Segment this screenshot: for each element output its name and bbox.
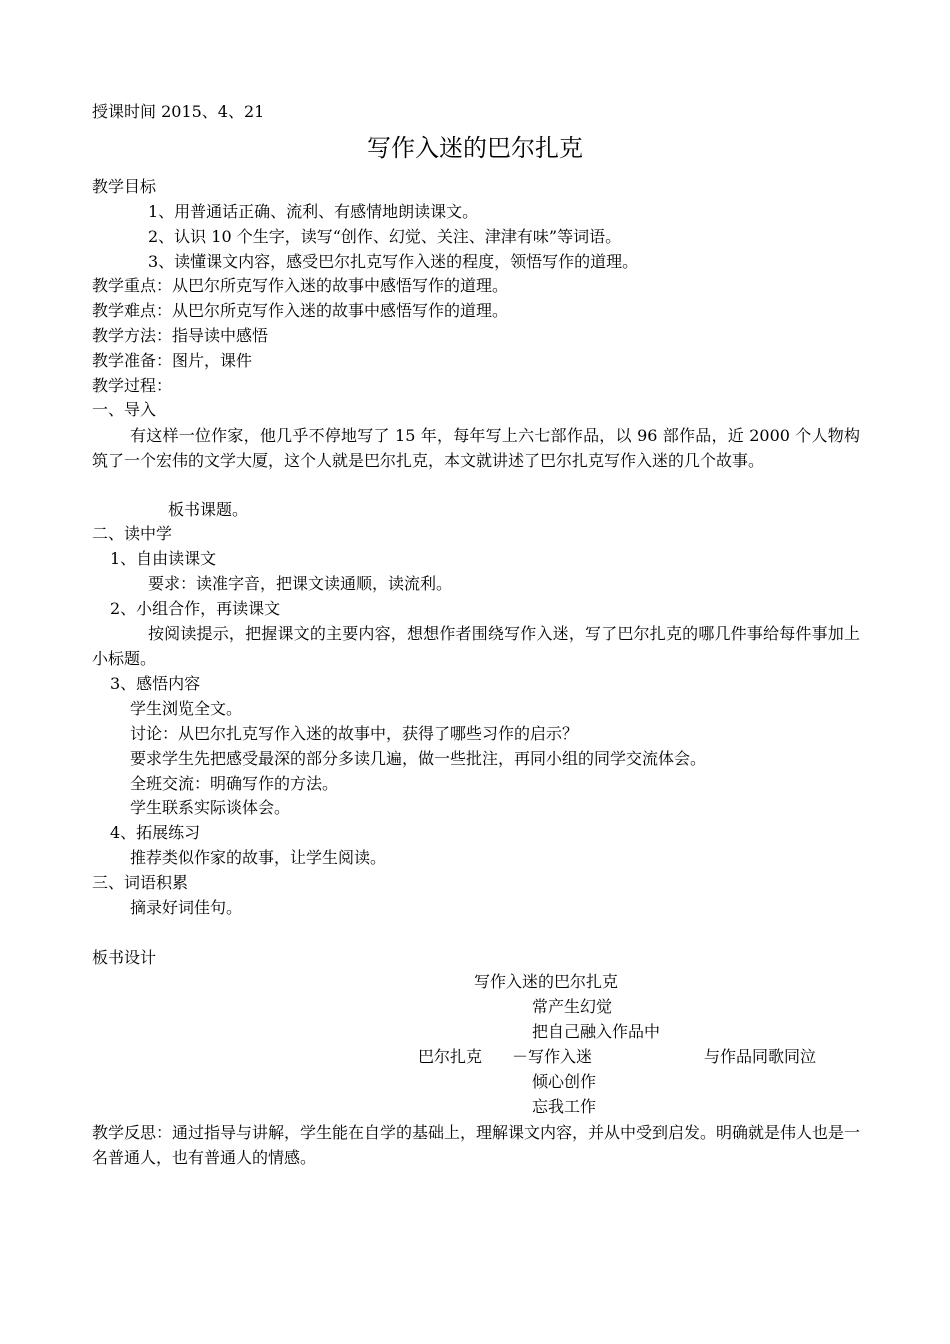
board-item-3: 倾心创作 — [532, 1072, 597, 1091]
board-title: 写作入迷的巴尔扎克 — [474, 972, 619, 991]
board-heading: 板书设计 — [92, 948, 157, 967]
goal-item-2: 2、认识 10 个生字，读写“创作、幻觉、关注、津津有味”等词语。 — [148, 227, 622, 246]
sub4-title: 4、拓展练习 — [110, 823, 201, 842]
section1-note: 板书课题。 — [168, 500, 249, 519]
sub1-title: 1、自由读课文 — [110, 549, 217, 568]
page-title: 写作入迷的巴尔扎克 — [367, 134, 583, 162]
goals-heading: 教学目标 — [92, 177, 157, 196]
goal-item-3: 3、读懂课文内容，感受巴尔扎克写作入迷的程度，领悟写作的道理。 — [148, 252, 639, 271]
board-item-1: 常产生幻觉 — [532, 997, 613, 1016]
sub3-line-4: 全班交流：明确写作的方法。 — [130, 774, 339, 793]
sub3-line-3: 要求学生先把感受最深的部分多读几遍，做一些批注，再同小组的同学交流体会。 — [130, 749, 707, 768]
board-left-label: 巴尔扎克 — [418, 1047, 483, 1066]
sub3-line-2: 讨论：从巴尔扎克写作入迷的故事中，获得了哪些习作的启示？ — [130, 724, 579, 743]
board-item-2: 把自己融入作品中 — [532, 1022, 661, 1041]
sub1-text: 要求：读准字音，把课文读通顺，读流利。 — [148, 574, 453, 593]
board-center-label: －写作入迷 — [512, 1047, 593, 1066]
sub3-line-5: 学生联系实际谈体会。 — [130, 798, 291, 817]
section3-heading: 三、词语积累 — [92, 873, 189, 892]
sub3-line-1: 学生浏览全文。 — [130, 699, 243, 718]
teaching-method: 教学方法：指导读中感悟 — [92, 326, 269, 345]
sub3-title: 3、感悟内容 — [110, 674, 201, 693]
board-right-label: 与作品同歌同泣 — [704, 1047, 817, 1066]
section1-paragraph: 有这样一位作家，他几乎不停地写了 15 年，每年写上六七部作品，以 96 部作品，近 2000 个人物构筑了一个宏伟的文学大厦，这个人就是巴尔扎克，本文就讲述了巴尔扎克写作入迷的几个故事。 — [92, 426, 860, 470]
key-point: 教学重点：从巴尔所克写作入迷的故事中感悟写作的道理。 — [92, 276, 509, 295]
section1-heading: 一、导入 — [92, 400, 157, 419]
teaching-preparation: 教学准备：图片，课件 — [92, 351, 253, 370]
teaching-reflection: 教学反思：通过指导与讲解，学生能在自学的基础上，理解课文内容，并从中受到启发。明确就是伟人也是一名普通人，也有普通人的情感。 — [92, 1123, 861, 1167]
section2-heading: 二、读中学 — [92, 524, 173, 543]
difficulty: 教学难点：从巴尔所克写作入迷的故事中感悟写作的道理。 — [92, 301, 509, 320]
sub2-text: 按阅读提示，把握课文的主要内容，想想作者围绕写作入迷，写了巴尔扎克的哪几件事给每件事加上小标题。 — [92, 624, 860, 668]
teaching-process: 教学过程： — [92, 376, 173, 395]
section3-text: 摘录好词佳句。 — [130, 898, 243, 917]
board-item-4: 忘我工作 — [532, 1097, 597, 1116]
sub4-text: 推荐类似作家的故事，让学生阅读。 — [130, 848, 387, 867]
date-line: 授课时间 2015、4、21 — [92, 102, 265, 121]
sub2-title: 2、小组合作，再读课文 — [110, 599, 281, 618]
goal-item-1: 1、用普通话正确、流利、有感情地朗读课文。 — [148, 202, 479, 221]
